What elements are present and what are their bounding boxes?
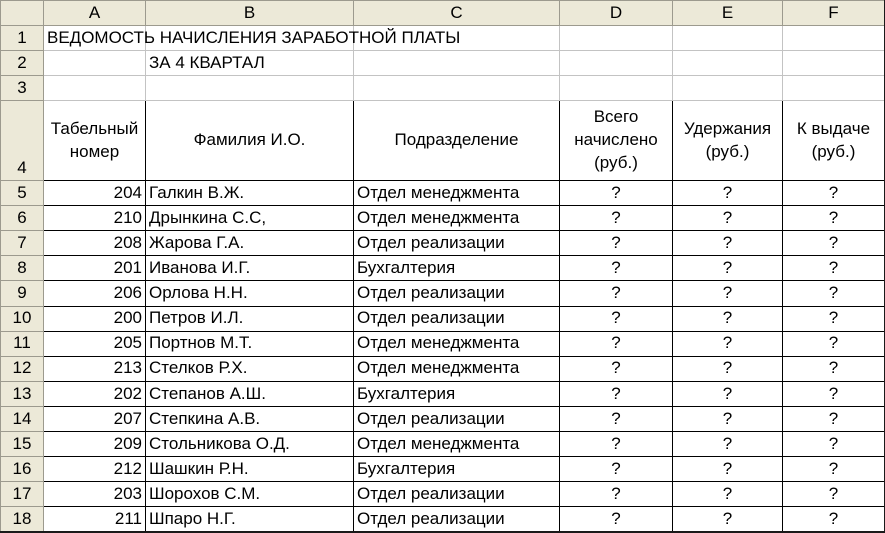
empty-cell[interactable] — [146, 76, 354, 101]
column-header-f[interactable]: F — [783, 1, 885, 26]
tab-number-cell[interactable]: 203 — [44, 482, 146, 507]
tab-number-cell[interactable]: 202 — [44, 381, 146, 406]
empty-cell[interactable] — [560, 51, 673, 76]
department-cell[interactable]: Отдел менеджмента — [354, 432, 560, 457]
total-cell[interactable]: ? — [560, 331, 673, 356]
header-deductions[interactable]: Удержания (руб.) — [673, 101, 783, 181]
row-header[interactable]: 13 — [1, 381, 44, 406]
payout-cell[interactable]: ? — [783, 256, 885, 281]
name-cell[interactable]: Шашкин Р.Н. — [146, 457, 354, 482]
table-row — [1, 356, 885, 381]
name-cell[interactable]: Шорохов С.М. — [146, 482, 354, 507]
payout-cell[interactable]: ? — [783, 180, 885, 205]
name-cell[interactable]: Стелков Р.Х. — [146, 356, 354, 381]
row-header[interactable]: 5 — [1, 180, 44, 205]
deductions-cell[interactable]: ? — [673, 281, 783, 306]
sheet-row-2 — [1, 51, 885, 76]
empty-cell[interactable] — [560, 76, 673, 101]
deductions-cell[interactable]: ? — [673, 306, 783, 331]
table-row — [1, 180, 885, 205]
tab-number-cell[interactable]: 208 — [44, 231, 146, 256]
name-cell[interactable]: Галкин В.Ж. — [146, 180, 354, 205]
total-cell[interactable]: ? — [560, 356, 673, 381]
department-cell[interactable]: Отдел менеджмента — [354, 331, 560, 356]
payout-cell[interactable]: ? — [783, 432, 885, 457]
name-cell[interactable]: Орлова Н.Н. — [146, 281, 354, 306]
department-cell[interactable]: Отдел реализации — [354, 406, 560, 431]
table-row — [1, 306, 885, 331]
department-cell[interactable]: Отдел менеджмента — [354, 356, 560, 381]
row-header[interactable]: 8 — [1, 256, 44, 281]
payout-cell[interactable]: ? — [783, 482, 885, 507]
row-header[interactable]: 17 — [1, 482, 44, 507]
payout-cell[interactable]: ? — [783, 356, 885, 381]
deductions-cell[interactable]: ? — [673, 482, 783, 507]
total-cell[interactable]: ? — [560, 256, 673, 281]
empty-cell[interactable] — [44, 76, 146, 101]
row-header[interactable]: 7 — [1, 231, 44, 256]
name-cell[interactable]: Шпаро Н.Г. — [146, 507, 354, 532]
header-payout[interactable]: К выдаче (руб.) — [783, 101, 885, 181]
deductions-cell[interactable]: ? — [673, 231, 783, 256]
department-cell[interactable]: Отдел реализации — [354, 482, 560, 507]
department-cell[interactable]: Отдел менеджмента — [354, 206, 560, 231]
table-row — [1, 206, 885, 231]
name-cell[interactable]: Петров И.Л. — [146, 306, 354, 331]
total-cell[interactable]: ? — [560, 306, 673, 331]
table-row — [1, 281, 885, 306]
deductions-cell[interactable]: ? — [673, 381, 783, 406]
tab-number-cell[interactable]: 200 — [44, 306, 146, 331]
tab-number-cell[interactable]: 213 — [44, 356, 146, 381]
header-tab-number[interactable]: Табельный номер — [44, 101, 146, 181]
tab-number-cell[interactable]: 201 — [44, 256, 146, 281]
deductions-cell[interactable]: ? — [673, 432, 783, 457]
deductions-cell[interactable]: ? — [673, 406, 783, 431]
payout-cell[interactable]: ? — [783, 331, 885, 356]
table-row — [1, 331, 885, 356]
column-header-e[interactable]: E — [673, 1, 783, 26]
department-cell[interactable]: Отдел менеджмента — [354, 180, 560, 205]
payout-cell[interactable]: ? — [783, 306, 885, 331]
empty-cell[interactable] — [673, 76, 783, 101]
total-cell[interactable]: ? — [560, 231, 673, 256]
select-all-corner[interactable] — [1, 1, 44, 26]
empty-cell[interactable] — [673, 26, 783, 51]
payout-cell[interactable]: ? — [783, 281, 885, 306]
department-cell[interactable]: Отдел реализации — [354, 231, 560, 256]
tab-number-cell[interactable]: 210 — [44, 206, 146, 231]
empty-cell[interactable] — [783, 26, 885, 51]
title-cell[interactable]: ВЕДОМОСТЬ НАЧИСЛЕНИЯ ЗАРАБОТНОЙ ПЛАТЫ — [44, 26, 146, 51]
empty-cell[interactable] — [44, 51, 146, 76]
table-row — [1, 432, 885, 457]
column-header-row — [1, 1, 885, 26]
payout-cell[interactable]: ? — [783, 231, 885, 256]
row-header[interactable]: 10 — [1, 306, 44, 331]
column-header-c[interactable]: C — [354, 1, 560, 26]
row-header[interactable]: 9 — [1, 281, 44, 306]
empty-cell[interactable] — [354, 51, 560, 76]
table-row — [1, 482, 885, 507]
row-header[interactable]: 11 — [1, 331, 44, 356]
header-department[interactable]: Подразделение — [354, 101, 560, 181]
name-cell[interactable]: Дрынкина С.С, — [146, 206, 354, 231]
tab-number-cell[interactable]: 209 — [44, 432, 146, 457]
name-cell[interactable]: Стольникова О.Д. — [146, 432, 354, 457]
deductions-cell[interactable]: ? — [673, 180, 783, 205]
payout-cell[interactable]: ? — [783, 206, 885, 231]
department-cell[interactable]: Отдел реализации — [354, 507, 560, 532]
tab-number-cell[interactable]: 204 — [44, 180, 146, 205]
deductions-cell[interactable]: ? — [673, 206, 783, 231]
row-header[interactable]: 16 — [1, 457, 44, 482]
tab-number-cell[interactable]: 212 — [44, 457, 146, 482]
department-cell[interactable]: Бухгалтерия — [354, 256, 560, 281]
total-cell[interactable]: ? — [560, 406, 673, 431]
deductions-cell[interactable]: ? — [673, 457, 783, 482]
total-cell[interactable]: ? — [560, 507, 673, 532]
row-header[interactable]: 14 — [1, 406, 44, 431]
row-header-1[interactable]: 1 — [1, 26, 44, 51]
name-cell[interactable]: Портнов М.Т. — [146, 331, 354, 356]
tab-number-cell[interactable]: 205 — [44, 331, 146, 356]
total-cell[interactable]: ? — [560, 457, 673, 482]
row-header-2[interactable]: 2 — [1, 51, 44, 76]
row-header-4[interactable]: 4 — [1, 101, 44, 181]
department-cell[interactable]: Отдел реализации — [354, 281, 560, 306]
name-cell[interactable]: Степкина А.В. — [146, 406, 354, 431]
tab-number-cell[interactable]: 211 — [44, 507, 146, 532]
sheet-row-1 — [1, 26, 885, 51]
payout-cell[interactable]: ? — [783, 381, 885, 406]
total-cell[interactable]: ? — [560, 206, 673, 231]
department-cell[interactable]: Отдел реализации — [354, 306, 560, 331]
data-rows — [1, 180, 885, 532]
row-header[interactable]: 18 — [1, 507, 44, 532]
tab-number-cell[interactable]: 207 — [44, 406, 146, 431]
name-cell[interactable]: Иванова И.Г. — [146, 256, 354, 281]
name-cell[interactable]: Степанов А.Ш. — [146, 381, 354, 406]
tab-number-cell[interactable]: 206 — [44, 281, 146, 306]
total-cell[interactable]: ? — [560, 381, 673, 406]
payout-cell[interactable]: ? — [783, 507, 885, 532]
total-cell[interactable]: ? — [560, 432, 673, 457]
column-header-b[interactable]: B — [146, 1, 354, 26]
department-cell[interactable]: Бухгалтерия — [354, 381, 560, 406]
table-row — [1, 406, 885, 431]
subtitle-cell[interactable]: ЗА 4 КВАРТАЛ — [146, 51, 354, 76]
empty-cell[interactable] — [560, 26, 673, 51]
total-cell[interactable]: ? — [560, 180, 673, 205]
deductions-cell[interactable]: ? — [673, 507, 783, 532]
deductions-cell[interactable]: ? — [673, 256, 783, 281]
total-cell[interactable]: ? — [560, 482, 673, 507]
payout-cell[interactable]: ? — [783, 457, 885, 482]
empty-cell[interactable] — [354, 76, 560, 101]
sheet-row-3 — [1, 76, 885, 101]
row-header-3[interactable]: 3 — [1, 76, 44, 101]
payout-cell[interactable]: ? — [783, 406, 885, 431]
header-name[interactable]: Фамилия И.О. — [146, 101, 354, 181]
table-row — [1, 457, 885, 482]
empty-cell[interactable] — [783, 51, 885, 76]
table-row — [1, 256, 885, 281]
row-header[interactable]: 15 — [1, 432, 44, 457]
table-row — [1, 381, 885, 406]
name-cell[interactable]: Жарова Г.А. — [146, 231, 354, 256]
sheet-row-4 — [1, 101, 885, 181]
row-header[interactable]: 12 — [1, 356, 44, 381]
table-row — [1, 507, 885, 532]
row-header[interactable]: 6 — [1, 206, 44, 231]
column-header-d[interactable]: D — [560, 1, 673, 26]
deductions-cell[interactable]: ? — [673, 331, 783, 356]
deductions-cell[interactable]: ? — [673, 356, 783, 381]
column-header-a[interactable]: A — [44, 1, 146, 26]
table-row — [1, 231, 885, 256]
total-cell[interactable]: ? — [560, 281, 673, 306]
header-total[interactable]: Всего начислено (руб.) — [560, 101, 673, 181]
empty-cell[interactable] — [783, 76, 885, 101]
empty-cell[interactable] — [673, 51, 783, 76]
department-cell[interactable]: Бухгалтерия — [354, 457, 560, 482]
